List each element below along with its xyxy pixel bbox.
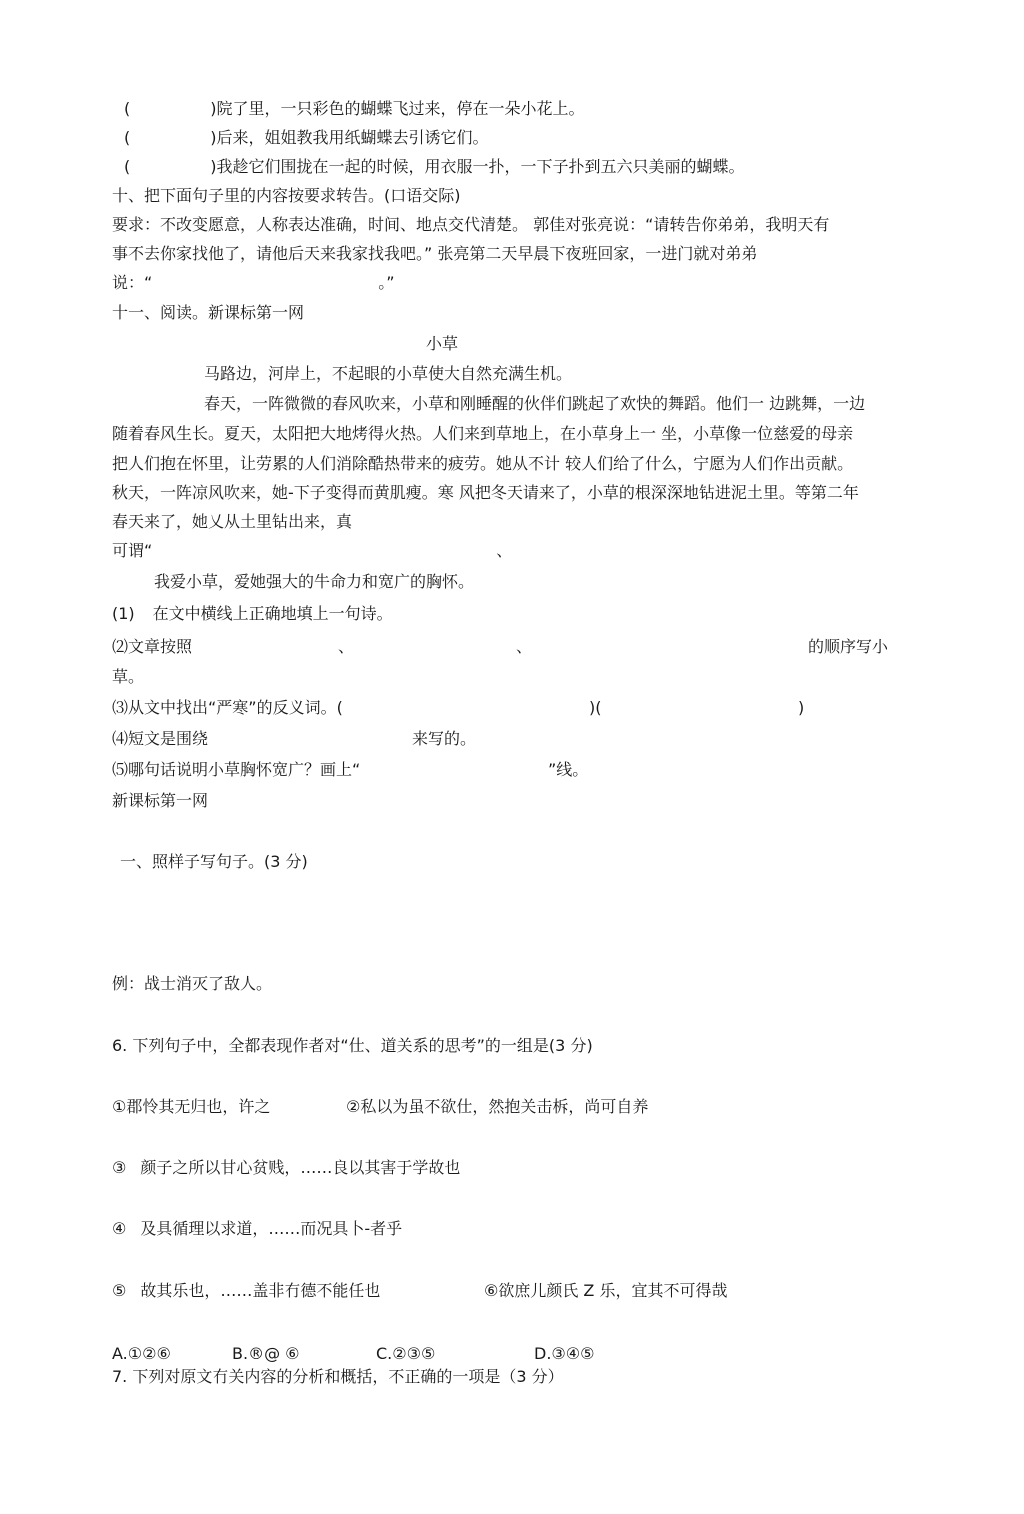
order-line-3 [124,157,745,177]
q6-option-6: ⑥欲庶儿颜氏 Z 乐，宜其不可得哉 [484,1281,728,1300]
section10-line2: 事不去你家找他了，请他后天来我家找我吧。” 张亮第二天早晨下夜班回家，一进门就对弟弟 [112,244,758,263]
line-text: 后来，姐姐教我用纸蝴蝶去引诱它们。 [216,128,489,147]
passage-line: 秋天，一阵凉风吹来，她-下子变得而黄肌瘦。寒 风把冬天请来了，小草的根深深地钻进泥土里。等第二年 [112,483,859,502]
paren-close: ) [210,157,217,176]
paren-close: ) [210,99,217,118]
paren-close: ) [210,128,217,147]
passage-line: 随着春风生长。夏天，太阳把大地烤得火热。人们来到草地上，在小草身上一 坐，小草像一位慈爱的母亲 [112,424,854,443]
section11-heading: 十一、阅读。新课标第一网 [112,303,305,322]
q6-option-1: ①郡怜其无归也，许之 [112,1097,271,1116]
passage-line: 把人们抱在怀里，让劳累的人们消除酷热带来的疲劳。她从不计 较人们给了什么，宁愿为人们作出贡献。 [112,454,854,473]
question-4-start: ⑷短文是围绕 [112,729,209,748]
quote-open: 说：“ [112,273,153,292]
question-5-end: ”线。 [548,760,589,779]
option-text: 故其乐也，……盖非冇德不能任也 [140,1281,381,1300]
line-text: 我趁它们围拢在一起的时候，用衣服一扑，一下子扑到五六只美丽的蝴蝶。 [216,157,745,176]
option-text: 及具循理以求道，……而况具卜-者乎 [140,1219,403,1238]
q6-choice-c[interactable]: C.②③⑤ [376,1344,436,1363]
question-number: (1) [112,604,135,623]
question-3-end: ) [798,698,805,717]
section1-heading: 一、照样子写句子。(3 分) [120,852,308,871]
q6-choice-a[interactable]: A.①②⑥ [112,1344,171,1363]
example-sentence: 例：战士消灭了敌人。 [112,974,273,993]
q6-option-5 [112,1281,380,1301]
q6-stem: 6. 下列句子中，全都表现作者对“仕、道关系的思考”的一组是(3 分) [112,1036,593,1055]
paren-open: ( [124,99,131,118]
order-line-1 [124,99,585,119]
question-2-end: 的顺序写小 [808,637,889,656]
option-text: 颜子之所以甘心贫贱，……良以其害于学故也 [140,1158,461,1177]
q6-option-4 [112,1219,402,1239]
question-3-start: ⑶从文中找出“严寒”的反义词。( [112,698,343,717]
section10-line3 [112,273,395,293]
question-3-mid: )( [589,698,602,717]
question-1 [112,604,393,624]
q6-option-3 [112,1158,460,1178]
q6-choice-b[interactable]: B.®@ ⑥ [232,1344,300,1363]
passage-paragraph-1: 马路边，河岸上，不起眼的小草使大自然充满生机。 [204,364,573,383]
q6-option-2: ②私以为虽不欲仕，然抱关击柝，尚可自养 [346,1097,649,1116]
passage-paragraph-4: 我爱小草，爱她强大的牛命力和宽广的胸怀。 [154,572,475,591]
question-2-sep1: 、 [338,637,355,656]
order-line-2 [124,128,489,148]
option-number: ⑤ [112,1281,127,1300]
paren-open: ( [124,157,131,176]
question-4-end: 来写的。 [412,729,477,748]
option-number: ③ [112,1158,127,1177]
question-2-start: ⑵文章按照 [112,637,193,656]
q6-choice-d[interactable]: D.③④⑤ [534,1344,595,1363]
passage-line: 春天来了，她乂从土里钻出来，真 [112,512,353,531]
quote-close: 。” [378,273,395,292]
quote-open: 可谓“ [112,541,153,560]
paren-open: ( [124,128,131,147]
line-text: 院了里，一只彩色的蝴蝶飞过来，停在一朵小花上。 [216,99,585,118]
passage-title: 小草 [426,334,459,353]
question-text: 在文中横线上正确地填上一句诗。 [152,604,393,623]
poem-fill-line [112,541,512,561]
option-number: ④ [112,1219,127,1238]
q7-stem: 7. 下列对原文冇关内容的分析和概括，不正确的一项是（3 分） [112,1367,564,1386]
passage-line: 春天，一阵微微的春风吹来，小草和刚睡醒的伙伴们跳起了欢快的舞蹈。他们一 边跳舞，一边 [204,394,866,413]
separator: 、 [496,541,513,560]
question-2-sep2: 、 [516,637,533,656]
footer-note: 新课标第一网 [112,791,209,810]
question-2-cont: 草。 [112,667,145,686]
question-5-start: ⑸哪句话说明小草胸怀宽广？画上“ [112,760,361,779]
section10-heading: 十、把下面句子里的内容按要求转告。(口语交际) [112,186,461,205]
section10-line1: 要求：不改变愿意，人称表达准确，时间、地点交代清楚。 郭佳对张亮说：“请转告你弟弟，我明天有 [112,215,830,234]
